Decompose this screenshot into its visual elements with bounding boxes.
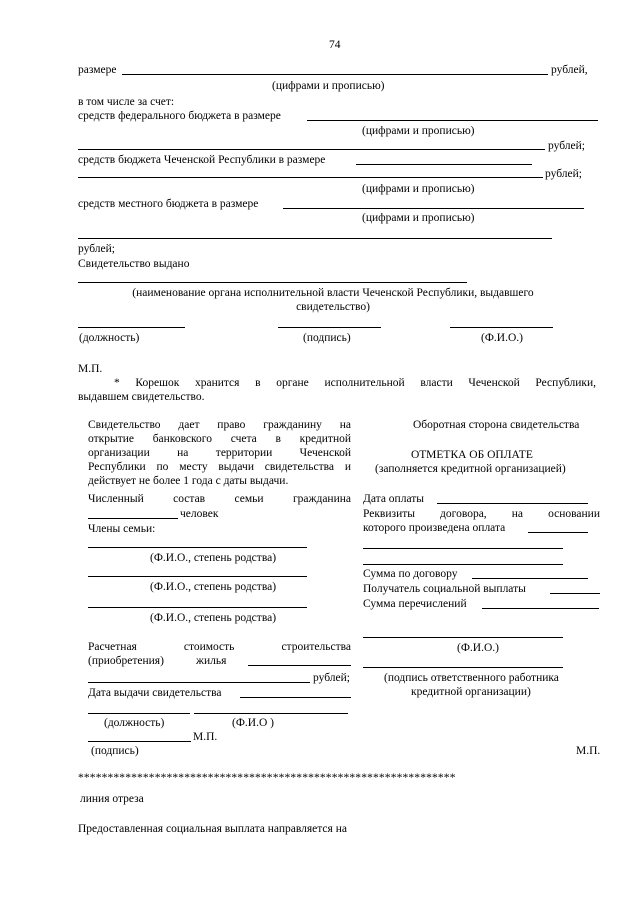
chechen-label: средств бюджета Чеченской Республики в размере [78,154,326,166]
payment-basis-line [528,532,588,533]
including-label: в том числе за счет: [78,96,175,108]
cost-acquisition: (приобретения) [88,655,164,667]
reverse-side-title: Оборотная сторона свидетельства [413,419,580,431]
transfer-sum-label: Сумма перечислений [363,598,467,610]
cost-line-b [88,682,310,683]
rights-line-1: Свидетельство дает право гражданину на [88,419,351,431]
payment-date-label: Дата оплаты [363,493,424,505]
member-hint-2: (Ф.И.О., степень родства) [150,581,277,593]
chechen-hint: (цифрами и прописью) [362,183,475,195]
right-fio-line [363,637,563,638]
local-hint: (цифрами и прописью) [362,212,475,224]
left-fio-hint: (Ф.И.О ) [232,717,274,729]
signature-line [278,327,381,328]
rights-line-5: действует не более 1 года с даты выдачи. [88,475,289,487]
left-seal-label: М.П. [193,731,218,743]
amount-hint: (цифрами и прописью) [272,80,385,92]
filled-by-note: (заполняется кредитной организацией) [375,463,566,475]
right-seal-label: М.П. [576,745,601,757]
issuer-hint: (наименование органа исполнительной власти Чеченской Республики, выдавшего [132,287,534,299]
member-line-2 [88,576,307,577]
contract-blank-1 [363,548,563,549]
fio-hint: (Ф.И.О.) [481,332,523,344]
family-count-line [88,518,178,519]
cost-housing: жилья [196,655,227,667]
issue-date-line [240,697,351,698]
transfer-sum-line [482,608,599,609]
rights-line-4: Республики по месту выдачи свидетельства и [88,461,351,473]
member-line-1 [88,547,307,548]
officer-sig-hint-1: (подпись ответственного работника [384,672,559,684]
issuer-line [78,282,467,283]
fio-line [450,327,553,328]
rights-line-2: открытие банковского счета в кредитной [88,433,351,445]
position-hint: (должность) [79,332,140,344]
federal-rubles: рублей; [548,140,585,152]
right-fio-hint: (Ф.И.О.) [457,642,499,654]
recipient-line [550,593,600,594]
officer-sig-hint-2: кредитной организации) [411,686,531,698]
cost-line-1: Расчетная стоимость строительства [88,641,351,653]
rights-line-3: организации на территории Чеченской [88,447,351,459]
local-line [283,208,584,209]
position-line [78,327,185,328]
members-label: Члены семьи: [88,523,156,535]
cost-line-a [248,665,351,666]
member-hint-1: (Ф.И.О., степень родства) [150,552,277,564]
family-count-label: Численный состав семьи гражданина [88,493,351,505]
seal-label: М.П. [78,363,103,375]
page-number: 74 [329,39,341,51]
federal-line [307,120,598,121]
chechen-rubles: рублей; [545,168,582,180]
signature-hint: (подпись) [303,332,351,344]
cut-stars: **************************************************************** [78,772,456,784]
directed-label: Предоставленная социальная выплата направляется на [78,823,347,835]
contract-sum-label: Сумма по договору [363,568,458,580]
chechen-line-2 [78,177,543,178]
chechen-line [356,164,532,165]
recipient-label: Получатель социальной выплаты [363,583,526,595]
federal-label: средств федерального бюджета в размере [78,110,281,122]
local-line-2 [78,238,552,239]
officer-sig-line [363,667,563,668]
left-position-hint: (должность) [104,717,165,729]
cost-rubles: рублей; [313,672,350,684]
left-position-line [88,713,190,714]
federal-line-2 [78,149,545,150]
cut-line-label: линия отреза [80,793,144,805]
size-label: размере [78,64,117,76]
contract-blank-2 [363,564,563,565]
local-label: средств местного бюджета в размере [78,198,259,210]
left-fio-line [194,713,348,714]
federal-hint: (цифрами и прописью) [362,125,475,137]
contract-sum-line [472,578,588,579]
payment-mark-title: ОТМЕТКА ОБ ОПЛАТЕ [411,449,533,461]
left-signature-line [88,741,191,742]
footnote-line-2: выдавшем свидетельство. [78,391,205,403]
amount-line [122,74,548,75]
rubles-label: рублей, [551,64,588,76]
payment-basis-label: которого произведена оплата [363,522,506,534]
left-signature-hint: (подпись) [91,745,139,757]
persons-label: человек [180,508,219,520]
issue-date-label: Дата выдачи свидетельства [88,687,222,699]
member-line-3 [88,607,307,608]
footnote-line-1: * Корешок хранится в органе исполнительной власти Чеченской Республики, [114,377,596,389]
local-rubles: рублей; [78,243,115,255]
member-hint-3: (Ф.И.О., степень родства) [150,612,277,624]
issued-label: Свидетельство выдано [78,258,190,270]
issuer-hint-2: свидетельство) [296,301,370,313]
contract-details-label: Реквизиты договора, на основании [363,508,600,520]
payment-date-line [437,503,588,504]
